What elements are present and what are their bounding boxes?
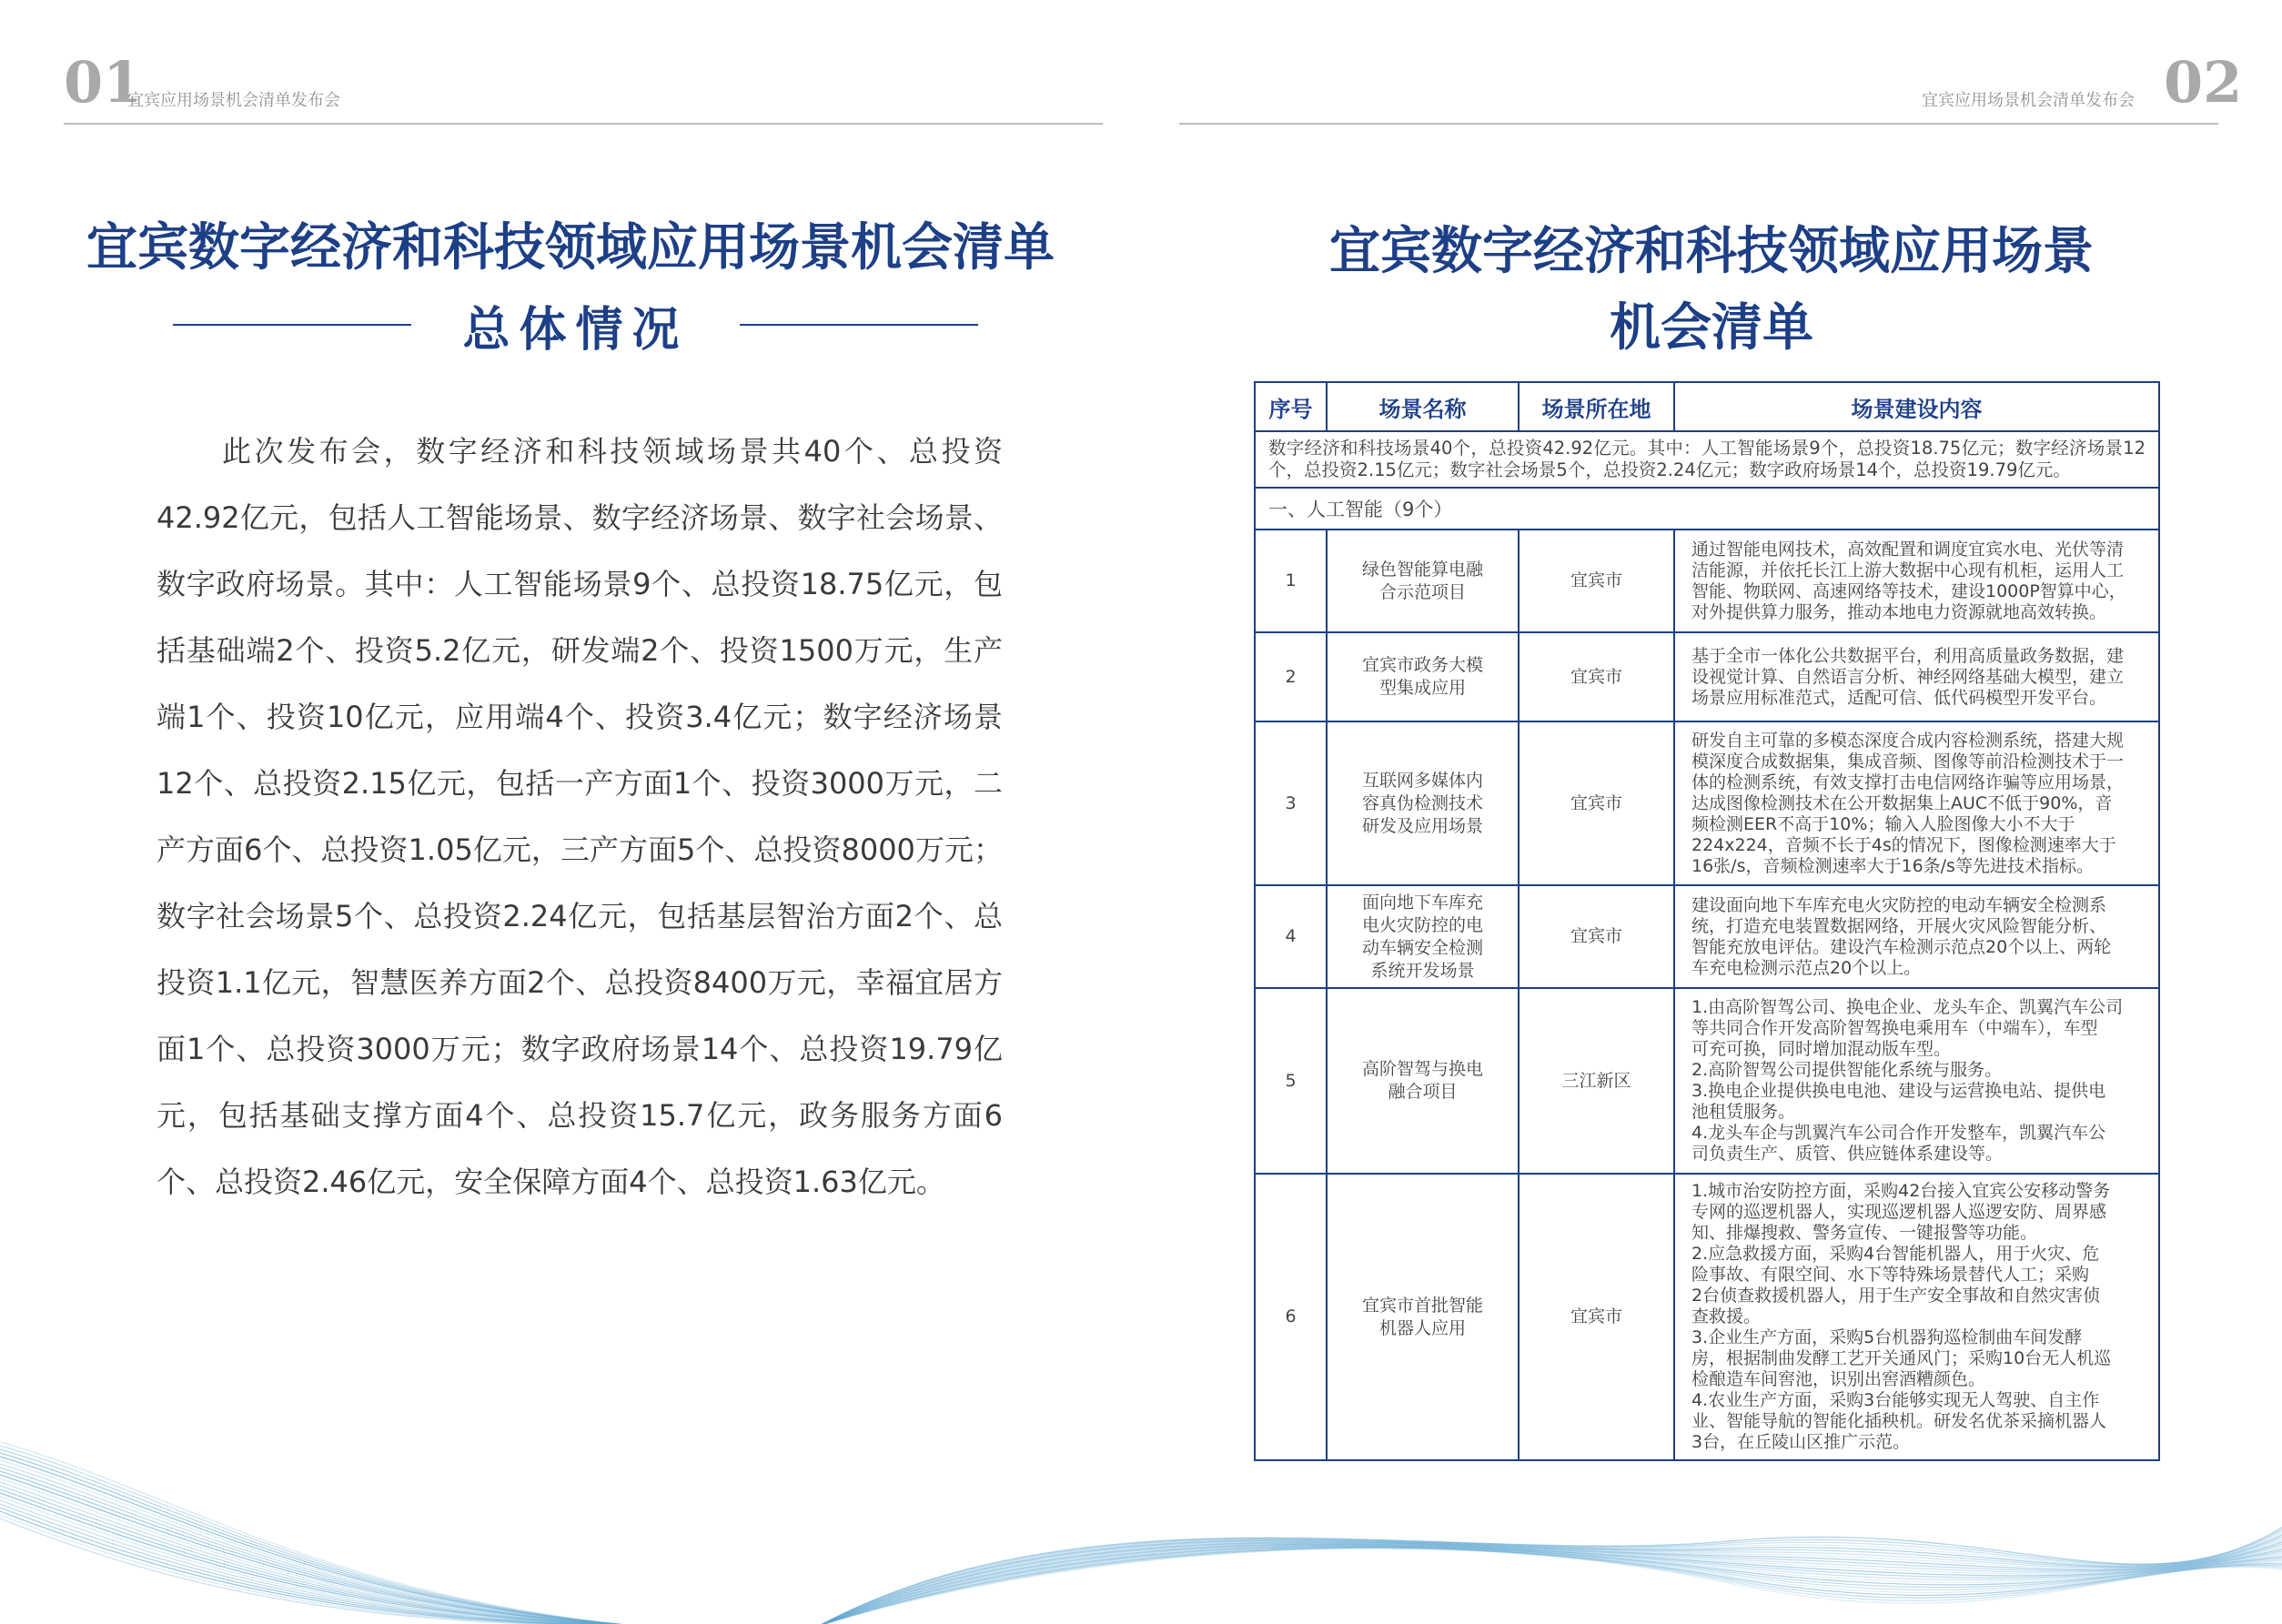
- scene-content: [1674, 1174, 2159, 1460]
- scene-name-line: 容真伪检测技术: [1361, 792, 1483, 813]
- scene-content-line: 智能充放电评估。建设汽车检测示范点20个以上、两轮: [1691, 936, 2112, 957]
- scene-name-line: 机器人应用: [1378, 1317, 1466, 1338]
- scene-location: 宜宾市: [1519, 530, 1674, 632]
- summary-cell: 数字经济和科技场景40个，总投资42.92亿元。其中：人工智能场景9个，总投资18.75亿元；数字经济场景12个，总投资2.15亿元；数字社会场景5个，总投资2.24亿元；数字政府场景14个，总投资19.79亿元。: [1255, 431, 2159, 488]
- scene-location: 宜宾市: [1519, 632, 1674, 721]
- scene-content-line: 设视觉计算、自然语言分析、神经网络基础大模型，建立: [1691, 666, 2125, 687]
- table-row: [1255, 530, 2159, 632]
- scene-content-line: 2台侦查救援机器人，用于生产安全事故和自然灾害侦: [1691, 1286, 2101, 1306]
- table-row: [1255, 721, 2159, 885]
- scene-content-line: 2.应急救援方面，采购4台智能机器人，用于火灾、危: [1691, 1244, 2100, 1264]
- scene-name-line: 动车辆安全检测: [1361, 937, 1483, 958]
- page-number: 01: [64, 49, 143, 116]
- scene-content-line: 4.龙头车企与凯翼汽车公司合作开发整车，凯翼汽车公: [1691, 1123, 2106, 1143]
- overview-paragraph: 此次发布会，数字经济和科技领域场景共40个、总投资42.92亿元，包括人工智能场景、数字经济场景、数字社会场景、数字政府场景。其中：人工智能场景9个、总投资18.75亿元，包括基础端2个、投资5.2亿元，研发端2个、投资1500万元，生产端1个、投资10亿元，应用端4个、投资3.4亿元；数字经济场景12个、总投资2.15亿元，包括一产方面1个、投资3000万元，二产方面6个、总投资1.05亿元，三产方面5个、总投资8000万元；数字社会场景5个、总投资2.24亿元，包括基层智治方面2个、总投资1.1亿元，智慧医养方面2个、总投资8400万元，幸福宜居方面1个、总投资3000万元；数字政府场景14个、总投资19.79亿元，包括基础支撑方面4个、总投资15.7亿元，政务服务方面6个、总投资2.46亿元，安全保障方面4个、总投资1.63亿元。: [157, 434, 1003, 1199]
- header-divider: [1179, 123, 2218, 125]
- page-title: 宜宾数字经济和科技领域应用场景机会清单: [86, 218, 1055, 277]
- scene-content-line: 可充可换，同时增加混动版车型。: [1691, 1039, 1952, 1059]
- scene-content-line: 模深度合成数据集，集成音频、图像等前沿检测技术于一: [1691, 751, 2125, 772]
- scene-name: [1327, 721, 1519, 885]
- scene-location: 三江新区: [1519, 988, 1674, 1174]
- scene-content-line: 1.城市治安防控方面，采购42台接入宜宾公安移动警务: [1691, 1181, 2111, 1201]
- scene-content-line: 通过智能电网技术，高效配置和调度宜宾水电、光伏等清: [1691, 539, 2125, 560]
- subtitle: 总体情况: [462, 302, 689, 358]
- header-divider: [64, 123, 1103, 125]
- scene-content: [1674, 632, 2159, 721]
- header-caption: 宜宾应用场景机会清单发布会: [127, 91, 340, 110]
- scene-content-line: 洁能源，并依托长江上游大数据中心现有机柜，运用人工: [1691, 560, 2125, 580]
- scene-name-line: 系统开发场景: [1370, 960, 1475, 981]
- scene-content-line: 达成图像检测技术在公开数据集上AUC不低于90%，音: [1691, 792, 2113, 813]
- scene-content-line: 统，打造充电装置数据网络，开展火灾风险智能分析、: [1691, 915, 2107, 936]
- row-number: 5: [1255, 988, 1327, 1174]
- page-title-line1: 宜宾数字经济和科技领域应用场景: [1329, 222, 2094, 281]
- scene-name-line: 融合项目: [1388, 1082, 1458, 1102]
- scene-content-line: 险事故、有限空间、水下等特殊场景替代人工；采购: [1691, 1265, 2090, 1285]
- scene-content-line: 车充电检测示范点20个以上。: [1691, 957, 1922, 978]
- summary-row: [1255, 431, 2159, 488]
- scene-location: 宜宾市: [1519, 1174, 1674, 1460]
- header-caption: 宜宾应用场景机会清单发布会: [1922, 91, 2135, 110]
- scene-content-line: 等共同合作开发高阶智驾换电乘用车（中端车），车型: [1691, 1018, 2098, 1038]
- scene-content-line: 频检测EER不高于10%；输入人脸图像大小不大于: [1691, 813, 2075, 834]
- row-number: 4: [1255, 885, 1327, 988]
- scene-content-line: 体的检测系统，有效支撑打击电信网络诈骗等应用场景，: [1691, 772, 2125, 792]
- scene-location: 宜宾市: [1519, 885, 1674, 988]
- scene-content-line: 司负责生产、质管、供应链体系建设等。: [1691, 1144, 2004, 1164]
- scene-content-line: 房，根据制曲发酵工艺开关通风门；采购10台无人机巡: [1691, 1348, 2112, 1368]
- scene-name-line: 面向地下车库充: [1361, 892, 1483, 913]
- row-number: 6: [1255, 1174, 1327, 1460]
- scene-content-line: 对外提供算力服务，推动本地电力资源就地高效转换。: [1691, 601, 2107, 622]
- row-number: 3: [1255, 721, 1327, 885]
- scene-name: [1327, 988, 1519, 1174]
- scene-name: [1327, 632, 1519, 721]
- row-number: 1: [1255, 530, 1327, 632]
- subtitle-right-line: [740, 324, 978, 326]
- right-page: [1141, 0, 2282, 1624]
- scene-name-line: 高阶智驾与换电: [1361, 1059, 1483, 1079]
- scene-content-line: 知、排爆搜救、警务宣传、一键报警等功能。: [1691, 1223, 2038, 1243]
- scene-content-line: 检酿造车间窖池，识别出窖酒糟颜色。: [1691, 1369, 1986, 1389]
- scene-content-line: 16张/s，音频检测速率大于16条/s等先进技术指标。: [1691, 855, 2094, 876]
- subtitle-left-line: [173, 324, 411, 326]
- table-row: [1255, 632, 2159, 721]
- scene-content-line: 池租赁服务。: [1691, 1102, 1796, 1122]
- scene-content-line: 2.高阶智驾公司提供智能化系统与服务。: [1691, 1060, 2003, 1080]
- scene-name-line: 合示范项目: [1378, 581, 1466, 602]
- page-number: 02: [2164, 49, 2243, 116]
- scene-content-line: 查救援。: [1691, 1306, 1762, 1326]
- scene-content-line: 1.由高阶智驾公司、换电企业、龙头车企、凯翼汽车公司: [1691, 997, 2124, 1017]
- scene-content-line: 基于全市一体化公共数据平台，利用高质量政务数据，建: [1691, 645, 2125, 666]
- scene-content-line: 建设面向地下车库充电火灾防控的电动车辆安全检测系: [1691, 894, 2107, 915]
- scene-name-line: 研发及应用场景: [1361, 815, 1483, 836]
- header-location: 场景所在地: [1519, 382, 1674, 431]
- scene-content-line: 3.换电企业提供换电电池、建设与运营换电站、提供电: [1691, 1081, 2106, 1101]
- scene-name: [1327, 1174, 1519, 1460]
- scene-name-line: 电火灾防控的电: [1361, 914, 1483, 935]
- scene-content-line: 研发自主可靠的多模态深度合成内容检测系统，搭建大规: [1691, 730, 2125, 751]
- header-no: 序号: [1255, 382, 1327, 431]
- scene-content: [1674, 885, 2159, 988]
- scene-content-line: 专网的巡逻机器人，实现巡逻机器人巡逻安防、周界感: [1691, 1202, 2107, 1222]
- scene-name-line: 型集成应用: [1378, 678, 1466, 698]
- header-content: 场景建设内容: [1674, 382, 2159, 431]
- subtitle-row: [173, 293, 978, 357]
- scene-content-line: 224x224，音频不长于4s的情况下，图像检测速率大于: [1691, 834, 2116, 855]
- scene-name: [1327, 530, 1519, 632]
- scene-content: [1674, 988, 2159, 1174]
- scene-name-line: 宜宾市首批智能: [1361, 1295, 1483, 1316]
- table-row: [1255, 988, 2159, 1174]
- header-name: 场景名称: [1327, 382, 1519, 431]
- scene-content-line: 智能、物联网、高速网络等技术，建设1000P智算中心，: [1691, 580, 2126, 601]
- scene-content-line: 4.农业生产方面，采购3台能够实现无人驾驶、自主作: [1691, 1390, 2100, 1410]
- scene-name-line: 绿色智能算电融: [1361, 559, 1483, 580]
- table-row: [1255, 885, 2159, 988]
- row-number: 2: [1255, 632, 1327, 721]
- section-row: [1255, 488, 2159, 530]
- scene-content: [1674, 530, 2159, 632]
- table-header-row: [1255, 382, 2159, 431]
- scene-content: [1674, 721, 2159, 885]
- scene-name-line: 互联网多媒体内: [1361, 770, 1483, 791]
- scene-name: [1327, 885, 1519, 988]
- scene-location: 宜宾市: [1519, 721, 1674, 885]
- scene-content-line: 3台，在丘陵山区推广示范。: [1691, 1432, 1911, 1452]
- page-title-line2: 机会清单: [1610, 298, 1813, 358]
- table-row: [1255, 1174, 2159, 1460]
- scene-content-line: 业、智能导航的智能化插秧机。研发名优茶采摘机器人: [1691, 1411, 2107, 1431]
- scene-content-line: 3.企业生产方面，采购5台机器狗巡检制曲车间发酵: [1691, 1327, 2083, 1347]
- scene-table: [1254, 381, 2160, 1461]
- section-heading: 一、人工智能（9个）: [1255, 488, 2159, 530]
- scene-name-line: 宜宾市政务大模: [1361, 655, 1483, 675]
- scene-content-line: 场景应用标准范式，适配可信、低代码模型开发平台。: [1691, 687, 2107, 708]
